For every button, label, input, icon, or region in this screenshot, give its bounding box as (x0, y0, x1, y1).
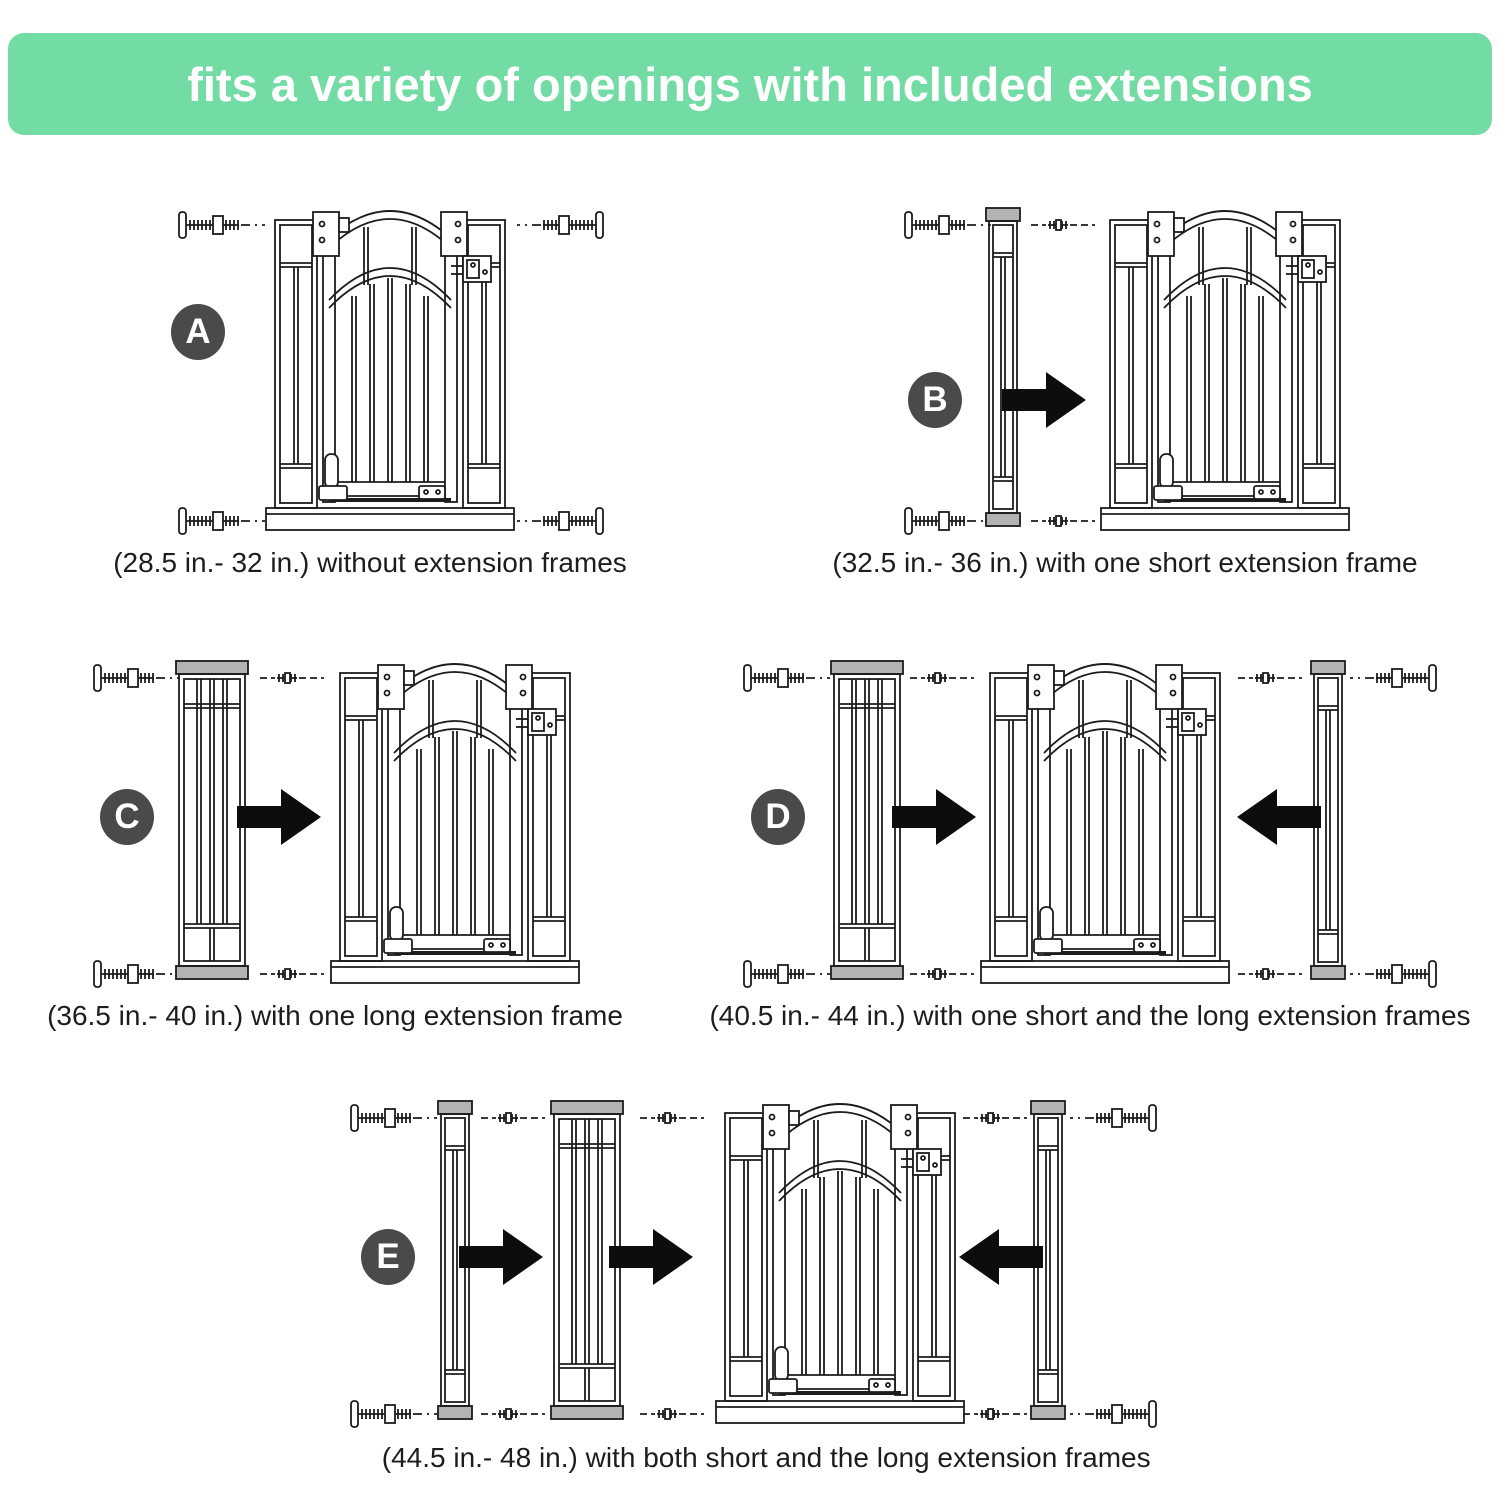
arrow-right-icon (459, 1229, 543, 1285)
connector-pin-icon (910, 673, 974, 683)
pressure-mount-screw-icon (1350, 665, 1436, 691)
pressure-mount-screw-icon (517, 212, 603, 238)
connector-pin-icon (481, 1409, 545, 1419)
gate-diagram (266, 211, 514, 530)
pressure-mount-screw-icon (94, 961, 180, 987)
pressure-mount-screw-icon (744, 961, 830, 987)
connector-pin-icon (1031, 516, 1095, 526)
pressure-mount-screw-icon (744, 665, 830, 691)
badge-b: B (908, 372, 962, 428)
badge-d: D (751, 789, 805, 845)
connector-pin-icon (481, 1113, 545, 1123)
pressure-mount-screw-icon (179, 508, 265, 534)
diagram-b-drawing (895, 185, 1355, 545)
gate-diagram (1101, 211, 1349, 530)
arrow-left-icon (1237, 789, 1321, 845)
connector-pin-icon (260, 673, 324, 683)
diagram-d (709, 638, 1471, 1031)
caption-e: (44.5 in.- 48 in.) with both short and the long extension frames (381, 1442, 1151, 1473)
banner-title: fits a variety of openings with included extensions (187, 57, 1313, 111)
connector-pin-icon (910, 969, 974, 979)
pressure-mount-screw-icon (905, 212, 991, 238)
pressure-mount-screw-icon (1070, 1105, 1156, 1131)
diagram-c (47, 638, 623, 1031)
pressure-mount-screw-icon (351, 1105, 437, 1131)
gate-diagram (716, 1104, 964, 1423)
pressure-mount-screw-icon (94, 665, 180, 691)
arrow-right-icon (892, 789, 976, 845)
arrow-right-icon (237, 789, 321, 845)
pressure-mount-screw-icon (1070, 1401, 1156, 1427)
diagram-d-drawing (740, 638, 1440, 998)
connector-pin-icon (963, 1409, 1027, 1419)
pressure-mount-screw-icon (517, 508, 603, 534)
diagram-e (345, 1078, 1155, 1473)
connector-pin-icon (1238, 969, 1302, 979)
pressure-mount-screw-icon (1350, 961, 1436, 987)
badge-e: E (361, 1229, 415, 1285)
pressure-mount-screw-icon (351, 1401, 437, 1427)
connector-pin-icon (260, 969, 324, 979)
diagram-c-drawing (90, 638, 580, 998)
arrow-right-icon (1002, 372, 1086, 428)
connector-pin-icon (640, 1113, 704, 1123)
badge-c: C (100, 789, 154, 845)
connector-pin-icon (640, 1409, 704, 1419)
connector-pin-icon (963, 1113, 1027, 1123)
diagram-a (113, 185, 627, 578)
short-extension-frame (986, 208, 1020, 526)
gate-diagram (981, 664, 1229, 983)
badge-a: A (171, 304, 225, 360)
caption-a: (28.5 in.- 32 in.) without extension frames (113, 547, 627, 578)
banner (8, 33, 1492, 135)
connector-pin-icon (1031, 220, 1095, 230)
caption-c: (36.5 in.- 40 in.) with one long extension frame (47, 1000, 623, 1031)
diagram-a-drawing (135, 185, 605, 545)
pressure-mount-screw-icon (905, 508, 991, 534)
arrow-right-icon (609, 1229, 693, 1285)
caption-b: (32.5 in.- 36 in.) with one short extension frame (832, 547, 1418, 578)
gate-diagram (331, 664, 579, 983)
caption-d: (40.5 in.- 44 in.) with one short and the long extension frames (709, 1000, 1471, 1031)
diagram-b (832, 185, 1418, 578)
diagram-e-drawing (345, 1078, 1155, 1438)
pressure-mount-screw-icon (179, 212, 265, 238)
arrow-left-icon (959, 1229, 1043, 1285)
connector-pin-icon (1238, 673, 1302, 683)
